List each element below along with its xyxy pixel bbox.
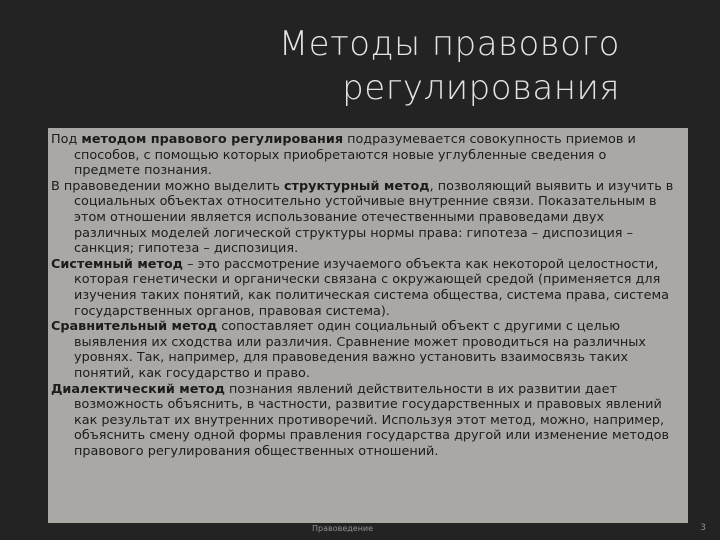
paragraph-text: сопоставляет один социальный объект с другими с целью выявления их сходства или различия. Сравнение может проводиться на различных уровнях. Так, например, для правоведения важно установить взаимосвязь таких понятий, как государство и право. [74,319,646,381]
paragraph-text: – это рассмотрение изучаемого объекта как некоторой целостности, которая генетически и органически связана с окружающей средой (применяется для изучения таких понятий, как политическая система общества, система права, система государственных органов, правовая система). [74,256,669,319]
page-number: 3 [700,523,706,533]
content-panel [48,128,688,523]
slide-title-line-2: регулирования [342,68,620,108]
paragraph-term: методом правового регулирования [81,132,344,147]
paragraph-structural-method [51,179,676,257]
paragraph-term: структурный метод [283,178,430,194]
paragraph-text: В правоведении можно выделить [51,178,284,194]
paragraph-term: Системный метод [51,256,184,272]
paragraph-term: Сравнительный метод [51,319,218,335]
paragraph-text: подразумевается совокупность приемов и способов, с помощью которых приобретаются новые углубленные сведения о предмете познания. [74,132,636,179]
paragraph-text: , позволяющий выявить и изучить в социальных объектах относительно устойчивые внутренние связи. Показательным в этом отношении является использование отечественными правоведами двух различных моделей логической структуры нормы права: гипотеза – диспозиция – санкция; гипотеза – диспозиция. [74,178,674,257]
paragraph-text: познания явлений действительности в их развитии дает возможность объяснить, в частности, развитие государственных и правовых явлений как результат их внутренних противоречий. Используя этот метод, можно, например, объяснить смену одной формы правления государства другой или изменение методов правового регулирования общественных отношений. [74,381,669,459]
slide-footer: Правоведение [312,524,374,533]
paragraph-text: Под [51,132,82,147]
paragraph-term: Диалектический метод [51,381,225,397]
slide-title-line-1: Методы правового [278,24,620,64]
paragraph-systemic-method [51,257,676,319]
slide-title [60,22,620,110]
paragraph-dialectical-method [51,382,676,460]
paragraph-method-definition [51,132,676,179]
paragraph-comparative-method [51,319,676,381]
